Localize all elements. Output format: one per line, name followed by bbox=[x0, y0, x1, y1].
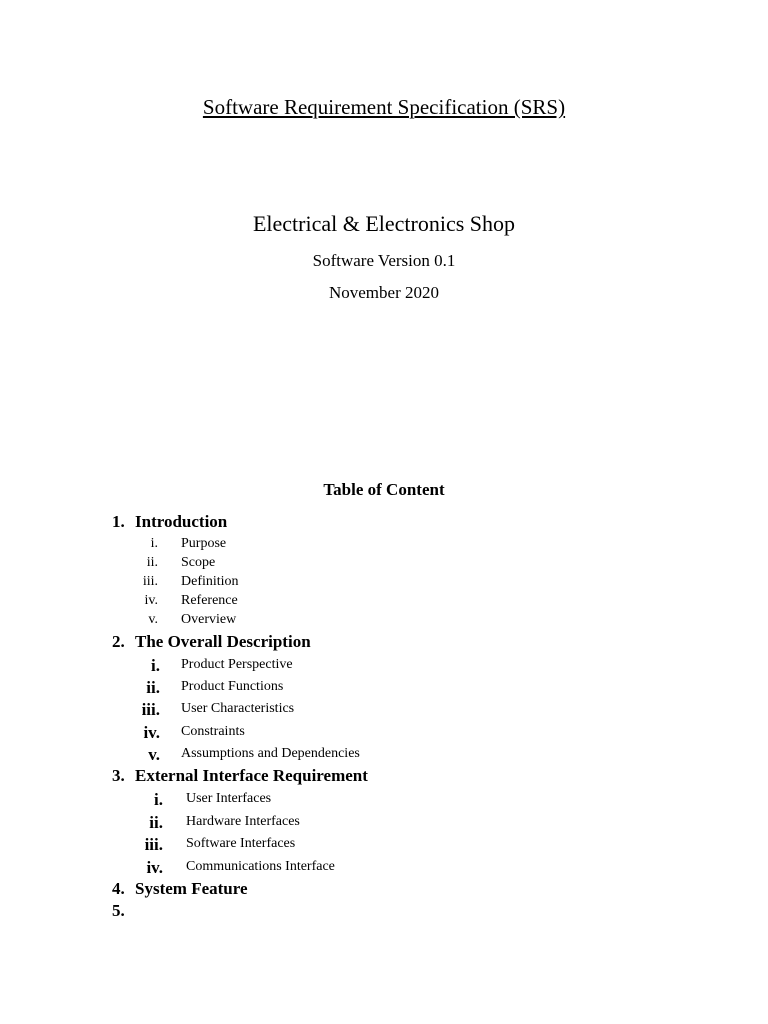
toc-section-5 bbox=[112, 901, 135, 921]
item-label: User Characteristics bbox=[181, 701, 295, 716]
item-numeral: iv. bbox=[143, 723, 160, 742]
item-numeral: iv. bbox=[146, 858, 163, 877]
item-label: Hardware Interfaces bbox=[186, 814, 300, 829]
item-label: Product Functions bbox=[181, 679, 284, 694]
item-label: Software Interfaces bbox=[186, 836, 296, 851]
item-label: Communications Interface bbox=[186, 859, 335, 874]
toc-section-system-feature bbox=[112, 879, 248, 899]
item-label: Scope bbox=[181, 555, 216, 570]
toc-section-overall-description bbox=[112, 632, 311, 652]
section-label: System Feature bbox=[135, 879, 248, 898]
item-numeral: v. bbox=[148, 612, 158, 627]
item-numeral: iii. bbox=[141, 700, 160, 719]
toc-section-introduction bbox=[112, 512, 227, 532]
section-number: 1. bbox=[112, 512, 125, 531]
item-label: Definition bbox=[181, 574, 239, 589]
item-numeral: iii. bbox=[144, 835, 163, 854]
section-label: Introduction bbox=[135, 512, 228, 531]
item-label: Assumptions and Dependencies bbox=[181, 746, 360, 761]
item-numeral: i. bbox=[151, 656, 160, 675]
section-label: External Interface Requirement bbox=[135, 766, 368, 785]
item-numeral: i. bbox=[150, 536, 158, 551]
section-number: 5. bbox=[112, 901, 125, 920]
software-version: Software Version 0.1 bbox=[312, 251, 456, 270]
section-number: 4. bbox=[112, 879, 125, 898]
document-date: November 2020 bbox=[328, 283, 439, 302]
shop-name: Electrical & Electronics Shop bbox=[252, 211, 516, 236]
item-label: Constraints bbox=[181, 724, 245, 739]
item-numeral: v. bbox=[148, 745, 160, 764]
toc-heading: Table of Content bbox=[323, 480, 445, 499]
item-numeral: i. bbox=[154, 790, 163, 809]
document-title: Software Requirement Specification (SRS) bbox=[202, 95, 566, 119]
section-number: 2. bbox=[112, 632, 125, 651]
item-label: Product Perspective bbox=[181, 657, 293, 672]
toc-section-external-interface bbox=[112, 766, 368, 786]
item-numeral: ii. bbox=[146, 678, 160, 697]
item-label: Purpose bbox=[181, 536, 227, 551]
item-numeral: iii. bbox=[142, 574, 158, 589]
item-label: User Interfaces bbox=[186, 791, 272, 806]
item-label: Overview bbox=[181, 612, 237, 627]
item-numeral: ii. bbox=[149, 813, 163, 832]
section-label: The Overall Description bbox=[135, 632, 311, 651]
item-numeral: ii. bbox=[146, 555, 158, 570]
section-number: 3. bbox=[112, 766, 125, 785]
item-label: Reference bbox=[181, 593, 238, 608]
item-numeral: iv. bbox=[144, 593, 158, 608]
